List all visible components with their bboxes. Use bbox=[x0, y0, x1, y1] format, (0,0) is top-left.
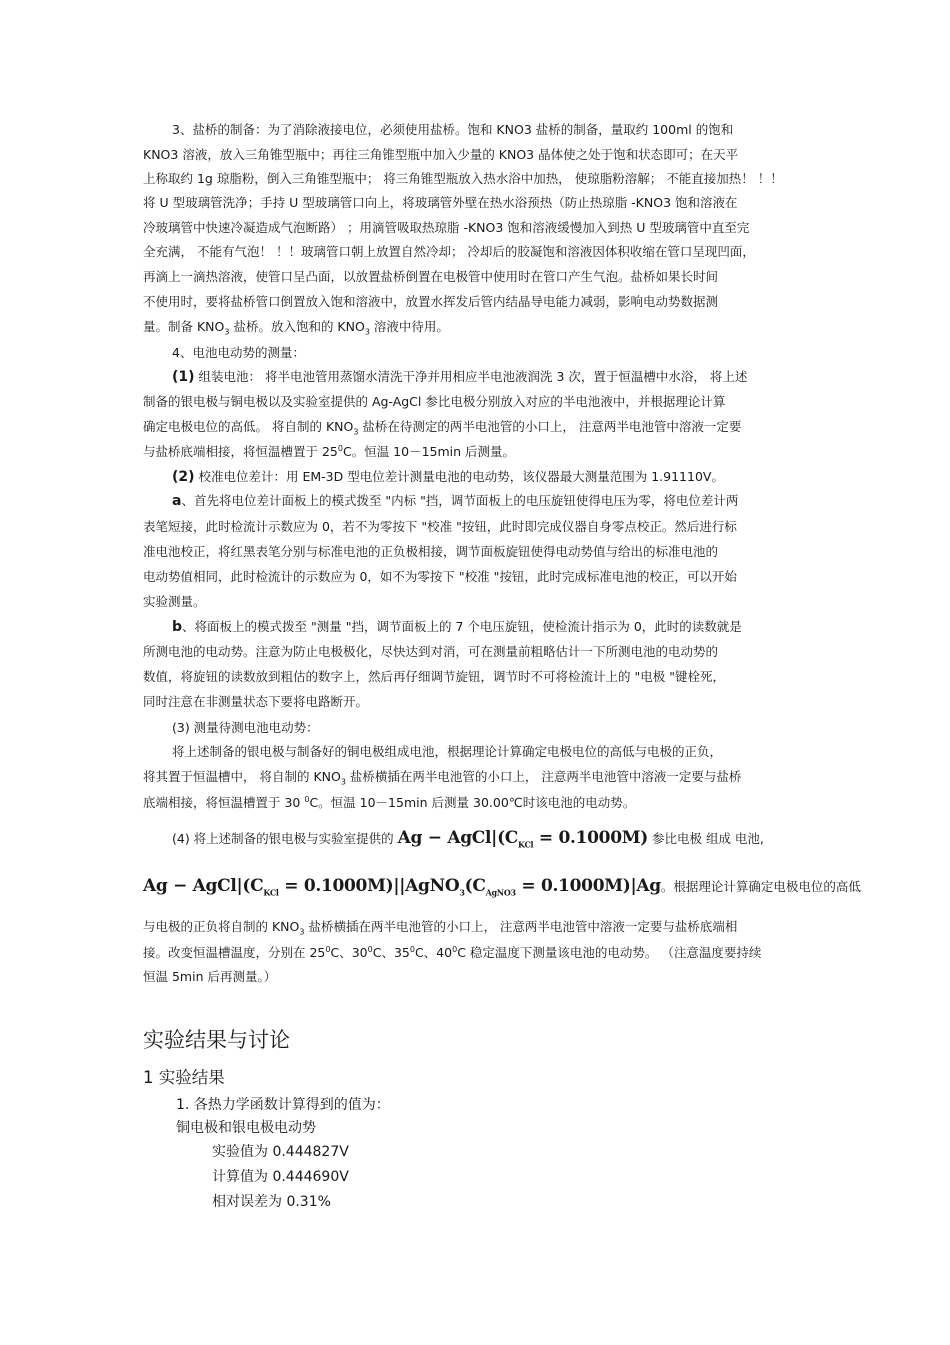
results-title: 实验结果与讨论 bbox=[143, 1028, 290, 1052]
step-marker: (1) bbox=[172, 369, 195, 385]
step4-line: 恒温 5min 后再测量。） bbox=[143, 969, 277, 984]
section3-line: 3、盐桥的制备：为了消除液接电位，必须使用盐桥。饱和 KNO3 盐桥的制备，量取约 100ml 的饱和 bbox=[172, 122, 734, 137]
step-b-line: 数值，将旋钮的读数放到粗估的数字上，然后再仔细调节旋钮，调节时不可将检流计上的 "电极 "键栓死， bbox=[143, 669, 725, 684]
section3-line: 再滴上一滴热溶液，使管口呈凸面，以放置盐桥倒置在电极管中使用时在管口产生气泡。盐桥如果长时间 bbox=[143, 269, 719, 284]
section3-last-line: 量。制备 $KNO_3$ 盐桥。放入饱和的 $KNO_3$ 溶液中待用。 bbox=[143, 319, 449, 337]
step4-line: 接。改变恒温槽温度，分别在 $25^0C$、$30^0C$、$35^0C$、$40^0C$ 稳定温度下测量该电池的电动势。 （注意温度要持续 bbox=[143, 944, 762, 960]
step-marker: a bbox=[172, 493, 182, 509]
step-b-line: b、将面板上的模式拨至 "测量 "挡，调节面板上的 7 个电压旋钮，使检流计指示为 0，此时的读数就是 bbox=[172, 619, 742, 635]
section3-line: 全充满， 不能有气泡！ ！！玻璃管口朝上放置自然冷却； 冷却后的胶凝饱和溶液因体积收缩在管口呈现凹面， bbox=[143, 244, 755, 259]
cell-equation: $Ag - AgCl|(C_{KCl} = 0.1000M)$ bbox=[397, 828, 649, 850]
step-marker: b bbox=[172, 619, 183, 635]
step4-line: $Ag - AgCl|(C_{KCl}$ = $0.1000M)||AgNO_3(C_{AgNO3} = 0.1000M)|Ag$。根据理论计算确定电极电位的高低 bbox=[143, 876, 861, 898]
calculated-value: 计算值为 0.444690V bbox=[212, 1169, 349, 1185]
step3-line: 将上述制备的银电极与制备好的铜电极组成电池，根据理论计算确定电极电位的高低与电极的正负， bbox=[172, 744, 723, 759]
step-marker: (2) bbox=[172, 469, 195, 485]
section3-line: 不使用时，要将盐桥管口倒置放入饱和溶液中，放置水挥发后管内结晶导电能力减弱，影响电动势数据测 bbox=[143, 294, 719, 309]
step1-line: 制备的银电极与铜电极以及实验室提供的 Ag-AgCl 参比电极分别放入对应的半电池液中，并根据理论计算 bbox=[143, 394, 726, 409]
step-b-line: 同时注意在非测量状态下要将电路断开。 bbox=[143, 694, 369, 709]
section3-line: KNO3 溶液，放入三角锥型瓶中；再往三角锥型瓶中加入少量的 KNO3 晶体使之处于饱和状态即可；在天平 bbox=[143, 147, 739, 162]
step4-line: (4) 将上述制备的银电极与实验室提供的 $Ag - AgCl|(C_{KCl} = 0.1000M)$ 参比电极 组成 电池, bbox=[172, 828, 764, 850]
results-item: 1. 各热力学函数计算得到的值为： bbox=[176, 1097, 390, 1113]
step3-line: 底端相接，将恒温槽置于 30 $^0$C。恒温 10－15min 后测量 30.00℃时该电池的电动势。 bbox=[143, 794, 636, 810]
step-a-line: 表笔短接，此时检流计示数应为 0，若不为零按下 "校准 "按钮，此时即完成仪器自身零点校正。然后进行标 bbox=[143, 519, 737, 534]
step1-line: 与盐桥底端相接，将恒温槽置于 $25^0C$。恒温 10－15min 后测量。 bbox=[143, 443, 516, 459]
step-a-line: 实验测量。 bbox=[143, 594, 206, 609]
step-a-line: a、首先将电位差计面板上的模式拨至 "内标 "挡，调节面板上的电压旋钮使得电压为零，将电位差计两 bbox=[172, 493, 739, 509]
step1-line: (1) 组装电池： 将半电池管用蒸馏水清洗干净并用相应半电池液润洗 3 次，置于恒温槽中水浴， 将上述 bbox=[172, 369, 748, 385]
relative-error: 相对误差为 0.31% bbox=[212, 1194, 331, 1210]
step3-line: 将其置于恒温槽中， 将自制的 $KNO_3$ 盐桥横插在两半电池管的小口上， 注意两半电池管中溶液一定要与盐桥 bbox=[143, 769, 742, 787]
step4-line: 与电极的正负将自制的 $KNO_3$ 盐桥横插在两半电池管的小口上， 注意两半电池管中溶液一定要与盐桥底端相 bbox=[143, 919, 738, 937]
section4-heading: 4、电池电动势的测量： bbox=[172, 345, 305, 360]
results-item-sub: 铜电极和银电极电动势 bbox=[176, 1120, 316, 1136]
experimental-value: 实验值为 0.444827V bbox=[212, 1144, 349, 1160]
step-b-line: 所测电池的电动势。注意为防止电极极化，尽快达到对消，可在测量前粗略估计一下所测电池的电动势的 bbox=[143, 644, 719, 659]
section3-line: 冷玻璃管中快速冷凝造成气泡断路） ；用滴管吸取热琼脂 -KNO3 饱和溶液缓慢加入到热 U 型玻璃管中直至完 bbox=[143, 220, 750, 235]
step-a-line: 准电池校正，将红黑表笔分别与标准电池的正负极相接，调节面板旋钮使得电动势值与给出的标准电池的 bbox=[143, 544, 719, 559]
step1-line: 确定电极电位的高低。 将自制的 $KNO_3$ 盐桥在待测定的两半电池管的小口上， 注意两半电池管中溶液一定要 bbox=[143, 419, 742, 437]
step2-line: (2) 校准电位差计：用 EM-3D 型电位差计测量电池的电动势，该仪器最大测量范围为 1.91110V。 bbox=[172, 469, 724, 485]
results-subtitle: 1 实验结果 bbox=[143, 1068, 225, 1087]
cell-equation: $Ag - AgCl|(C_{KCl}$ = $0.1000M)||AgNO_3(C_{AgNO3} = 0.1000M)|Ag$ bbox=[143, 876, 661, 898]
section3-line: 将 U 型玻璃管洗净；手持 U 型玻璃管口向上，将玻璃管外壁在热水浴预热（防止热琼脂 -KNO3 饱和溶液在 bbox=[143, 195, 738, 210]
step-a-line: 电动势值相同，此时检流计的示数应为 0，如不为零按下 "校准 "按钮，此时完成标准电池的校正，可以开始 bbox=[143, 569, 737, 584]
step3-heading: (3) 测量待测电池电动势： bbox=[172, 720, 319, 735]
section3-line: 上称取约 1g 琼脂粉，倒入三角锥型瓶中； 将三角锥型瓶放入热水浴中加热， 使琼脂粉溶解； 不能直接加热！ ！！ bbox=[143, 171, 783, 186]
